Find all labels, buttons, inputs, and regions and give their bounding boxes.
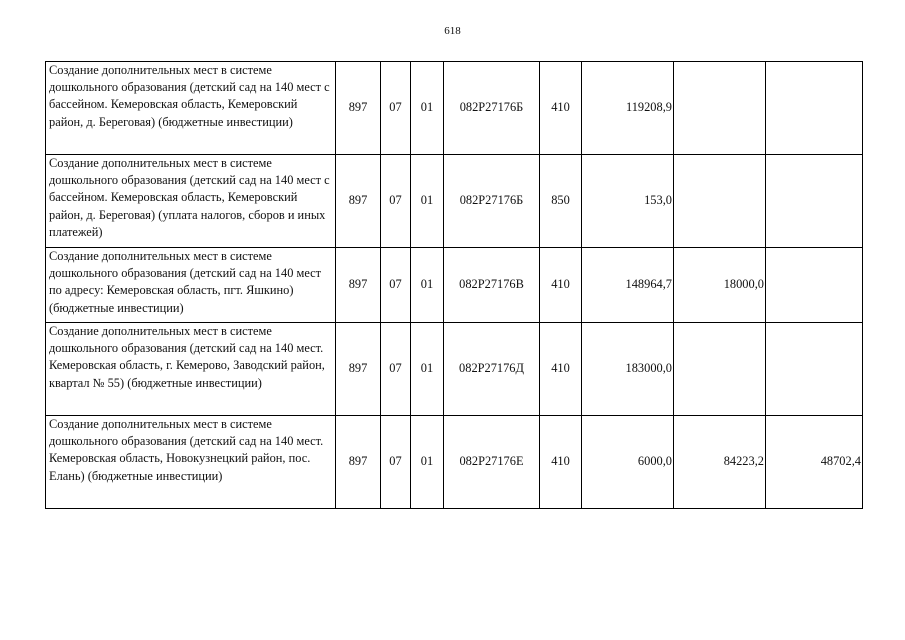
amount-3: [766, 323, 863, 416]
subsection-code: 01: [411, 155, 444, 248]
page-number: 618: [444, 25, 461, 37]
section-code: 07: [381, 416, 411, 509]
subsection-code: 01: [411, 416, 444, 509]
subsection-code: 01: [411, 323, 444, 416]
amount-2: [674, 323, 766, 416]
ministry-code: 897: [336, 62, 381, 155]
target-article-code: 082Р27176Б: [444, 62, 540, 155]
row-description: Создание дополнительных мест в системе дошкольного образования (детский сад на 140 мест по адресу: Кемеровская область, пгт. Яшкино) (бюджетные инвестиции): [46, 248, 336, 323]
ministry-code: 897: [336, 248, 381, 323]
expense-type-code: 850: [540, 155, 582, 248]
row-description: Создание дополнительных мест в системе дошкольного образования (детский сад на 140 мест. Кемеровская область, г. Кемерово, Заводский район, квартал № 55) (бюджетные инвестиции): [46, 323, 336, 416]
amount-1: 6000,0: [582, 416, 674, 509]
amount-1: 153,0: [582, 155, 674, 248]
row-description: Создание дополнительных мест в системе дошкольного образования (детский сад на 140 мест. Кемеровская область, Новокузнецкий район, пос. Елань) (бюджетные инвестиции): [46, 416, 336, 509]
section-code: 07: [381, 62, 411, 155]
amount-1: 183000,0: [582, 323, 674, 416]
table-row: [46, 416, 863, 509]
amount-3: [766, 155, 863, 248]
section-code: 07: [381, 248, 411, 323]
section-code: 07: [381, 323, 411, 416]
amount-2: 18000,0: [674, 248, 766, 323]
ministry-code: 897: [336, 155, 381, 248]
ministry-code: 897: [336, 416, 381, 509]
expense-type-code: 410: [540, 62, 582, 155]
target-article-code: 082Р27176В: [444, 248, 540, 323]
section-code: 07: [381, 155, 411, 248]
amount-3: [766, 62, 863, 155]
table-row: [46, 248, 863, 323]
amount-2: 84223,2: [674, 416, 766, 509]
target-article-code: 082Р27176Е: [444, 416, 540, 509]
row-description: Создание дополнительных мест в системе дошкольного образования (детский сад на 140 мест с бассейном. Кемеровская область, Кемеровский район, д. Береговая) (уплата налогов, сборов и иных платежей): [46, 155, 336, 248]
expense-type-code: 410: [540, 416, 582, 509]
amount-1: 119208,9: [582, 62, 674, 155]
subsection-code: 01: [411, 248, 444, 323]
amount-3: [766, 248, 863, 323]
amount-2: [674, 155, 766, 248]
amount-1: 148964,7: [582, 248, 674, 323]
budget-table: [45, 61, 863, 509]
target-article-code: 082Р27176Д: [444, 323, 540, 416]
row-description: Создание дополнительных мест в системе дошкольного образования (детский сад на 140 мест с бассейном. Кемеровская область, Кемеровский район, д. Береговая) (бюджетные инвестиции): [46, 62, 336, 155]
amount-2: [674, 62, 766, 155]
table-row: [46, 323, 863, 416]
expense-type-code: 410: [540, 248, 582, 323]
amount-3: 48702,4: [766, 416, 863, 509]
subsection-code: 01: [411, 62, 444, 155]
expense-type-code: 410: [540, 323, 582, 416]
table-row: [46, 62, 863, 155]
ministry-code: 897: [336, 323, 381, 416]
target-article-code: 082Р27176Б: [444, 155, 540, 248]
table-row: [46, 155, 863, 248]
